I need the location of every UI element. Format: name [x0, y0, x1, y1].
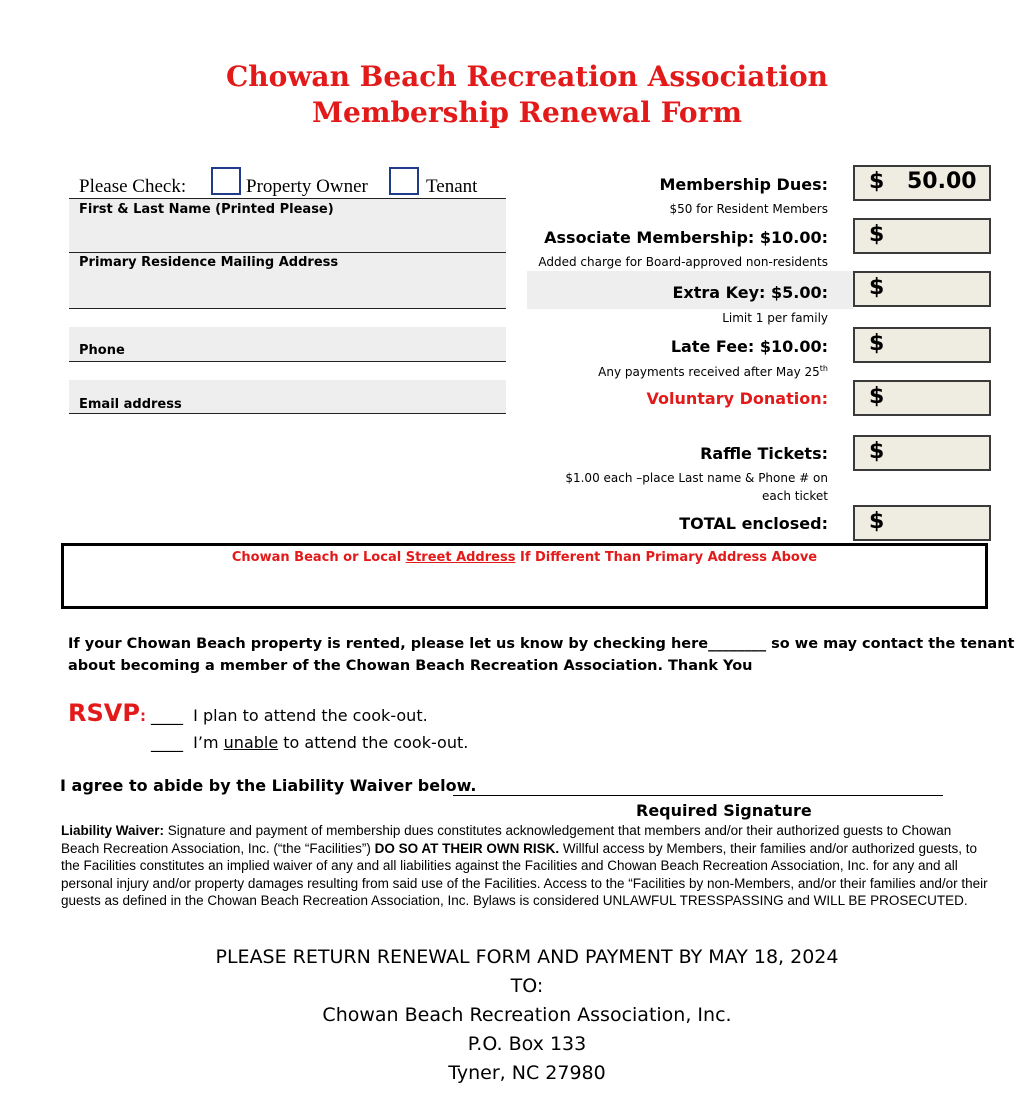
rsvp-label: [68, 699, 146, 727]
associate-membership-label: Associate Membership: $10.00:: [544, 228, 828, 247]
associate-membership-note: Added charge for Board-approved non-residents: [538, 255, 828, 269]
return-org-name: Chowan Beach Recreation Association, Inc.: [322, 1004, 732, 1026]
local-address-underlined: Street Address: [405, 550, 516, 565]
rsvp-attend-text: I plan to attend the cook-out.: [193, 706, 428, 725]
extra-key-amount-box[interactable]: [853, 271, 991, 307]
divider: [69, 413, 506, 414]
rsvp-unable-post: to attend the cook-out.: [278, 733, 469, 752]
waiver-bold-part: DO SO AT THEIR OWN RISK.: [370, 840, 560, 856]
dollar-sign: $: [869, 222, 885, 247]
late-fee-label: Late Fee: $10.00:: [670, 337, 828, 356]
divider: [69, 308, 506, 309]
total-enclosed-amount-box[interactable]: [853, 505, 991, 541]
voluntary-donation-amount-box[interactable]: [853, 380, 991, 416]
name-field-label: First & Last Name (Printed Please): [79, 202, 334, 217]
tenant-checkbox[interactable]: [389, 167, 419, 195]
check-prompt: Please Check:: [79, 176, 187, 197]
rsvp-colon: :: [139, 707, 146, 725]
extra-key-label: Extra Key: $5.00:: [672, 283, 828, 302]
phone-field[interactable]: [69, 327, 506, 361]
signature-line[interactable]: [453, 795, 943, 796]
late-fee-note-sup: th: [819, 364, 828, 373]
rental-note-line1: If your Chowan Beach property is rented, please let us know by checking here________ so we may contact the tenant: [68, 636, 1015, 652]
associate-membership-amount-box[interactable]: [853, 218, 991, 254]
address-field-label: Primary Residence Mailing Address: [79, 255, 339, 270]
form-subtitle: Membership Renewal Form: [312, 96, 742, 129]
rsvp-blank: ____: [151, 733, 183, 752]
return-to: TO:: [510, 975, 544, 997]
waiver-lead: Liability Waiver:: [61, 823, 165, 838]
dollar-sign: $: [869, 439, 885, 464]
rental-note-line2: about becoming a member of the Chowan Beach Recreation Association. Thank You: [68, 658, 753, 674]
membership-dues-note: $50 for Resident Members: [669, 202, 828, 216]
return-instruction: PLEASE RETURN RENEWAL FORM AND PAYMENT BY MAY 18, 2024: [215, 946, 839, 968]
agreement-text: I agree to abide by the Liability Waiver below.: [60, 776, 477, 795]
waiver-part2: Willful access by Members, their families and/or authorized guests, to the Facilities constitutes an implied waiver of any and all liabilities against the Facilities and Chowan Beach Recreation Association, Inc. for any and all personal injury and/or property damages resulting from said use of the Facilities. Access to the “Facilities by non-Members, and/or their families and/or their guests as defined in the Chowan Beach Recreation Association, Inc. Bylaws is considered UNLAWFUL TRESSPASSING and WILL BE PROSECUTED.: [61, 840, 988, 908]
late-fee-amount-box[interactable]: [853, 327, 991, 363]
rsvp-option-attend[interactable]: [151, 706, 428, 725]
rsvp-blank: ____: [151, 706, 183, 725]
raffle-tickets-label: Raffle Tickets:: [700, 444, 828, 463]
dollar-sign: $: [869, 331, 885, 356]
late-fee-note-text: Any payments received after May 25: [598, 365, 820, 379]
local-address-suffix: If Different Than Primary Address Above: [515, 550, 818, 565]
dollar-sign: $: [869, 384, 885, 409]
rsvp-unable-underlined: unable: [223, 733, 279, 752]
raffle-tickets-note-2: each ticket: [762, 489, 828, 503]
return-city-state-zip: Tyner, NC 27980: [448, 1062, 606, 1084]
liability-waiver: [61, 822, 991, 910]
return-po-box: P.O. Box 133: [467, 1033, 587, 1055]
dollar-sign: $: [869, 509, 885, 534]
voluntary-donation-label: Voluntary Donation:: [646, 389, 828, 408]
total-enclosed-label: TOTAL enclosed:: [679, 514, 828, 533]
extra-key-note: Limit 1 per family: [722, 311, 828, 325]
raffle-tickets-amount-box[interactable]: [853, 435, 991, 471]
waiver-part1: Signature and payment of membership dues constitutes acknowledgement that members and/or their authorized guests to Chowan Beach Recreation Association, Inc. (“the “Facilities”): [61, 823, 952, 856]
tenant-label: Tenant: [426, 176, 478, 197]
signature-caption: Required Signature: [636, 801, 812, 820]
dollar-sign: $: [869, 169, 885, 194]
rsvp-option-unable[interactable]: [151, 733, 468, 752]
rsvp-unable-pre: I’m: [193, 733, 224, 752]
property-owner-checkbox[interactable]: [211, 167, 241, 195]
local-address-box[interactable]: [61, 543, 988, 609]
membership-dues-amount: 50.00: [907, 169, 977, 194]
rsvp-text: RSVP: [68, 699, 140, 727]
late-fee-note: [500, 364, 828, 379]
local-address-label: [64, 550, 985, 565]
membership-dues-amount-box[interactable]: [853, 165, 991, 201]
divider: [69, 361, 506, 362]
phone-field-label: Phone: [79, 343, 125, 358]
property-owner-label: Property Owner: [246, 176, 368, 197]
form-title: Chowan Beach Recreation Association: [226, 60, 828, 93]
dollar-sign: $: [869, 275, 885, 300]
email-field-label: Email address: [79, 397, 182, 412]
membership-dues-label: Membership Dues:: [659, 175, 828, 194]
local-address-prefix: Chowan Beach or Local: [231, 550, 406, 565]
raffle-tickets-note: $1.00 each –place Last name & Phone # on: [565, 471, 828, 485]
